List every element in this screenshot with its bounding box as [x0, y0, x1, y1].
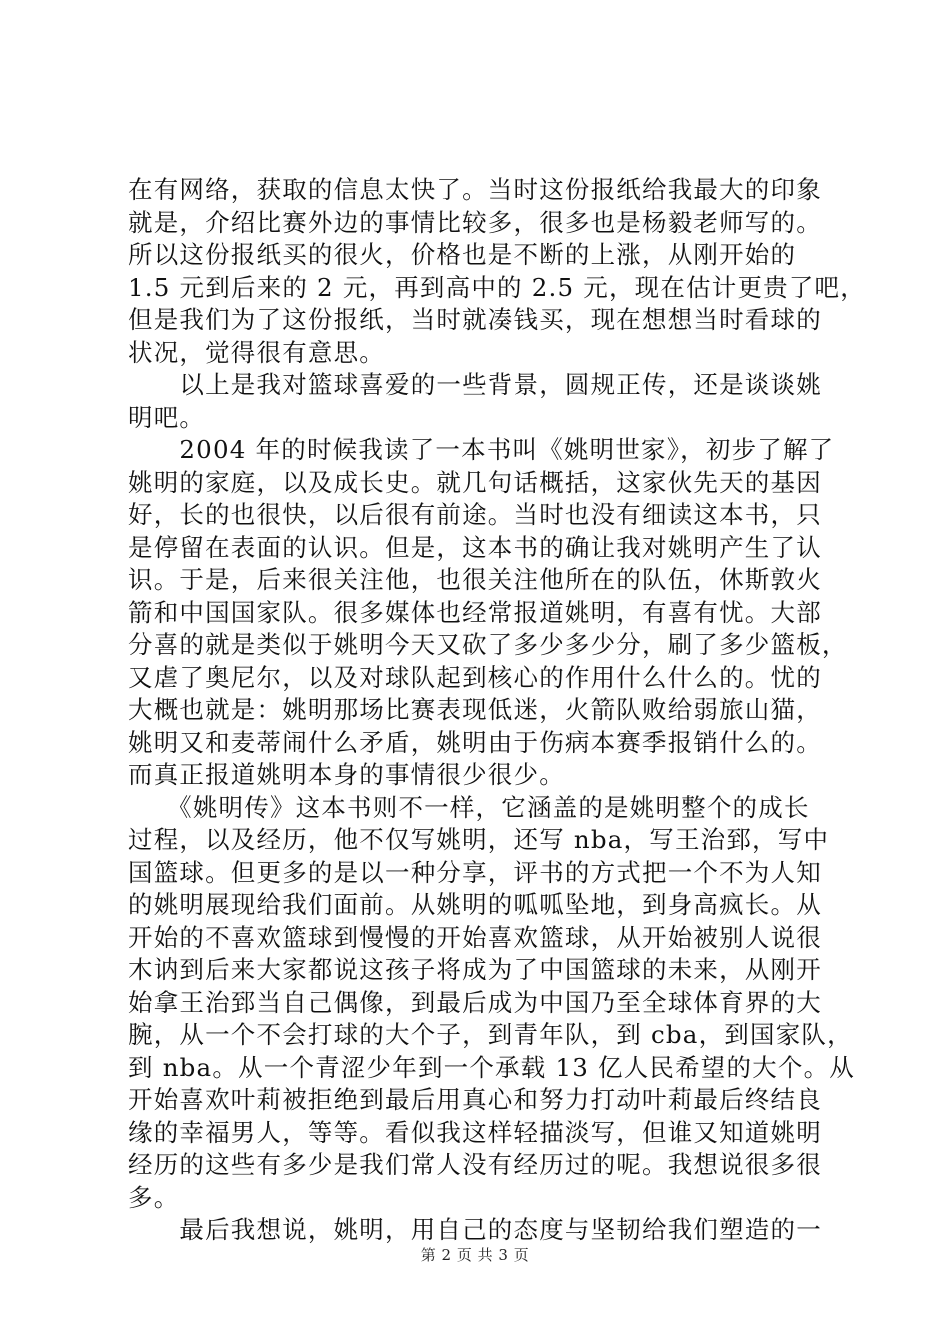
page-number-footer: 第 2 页 共 3 页 — [420, 1246, 530, 1264]
text-line: 箭和中国国家队。很多媒体也经常报道姚明，有喜有忧。大部 — [128, 597, 822, 627]
text-line: 大概也就是：姚明那场比赛表现低迷，火箭队败给弱旅山猫， — [128, 695, 822, 724]
text-line: 的姚明展现给我们面前。从姚明的呱呱坠地，到身高疯长。从 — [128, 890, 822, 919]
text-line: 国篮球。但更多的是以一种分享，评书的方式把一个不为人知 — [128, 857, 822, 887]
text-line: 识。于是，后来很关注他，也很关注他所在的队伍，休斯敦火 — [128, 565, 822, 594]
text-line: 而真正报道姚明本身的事情很少很少。 — [128, 760, 565, 789]
text-line: 就是，介绍比赛外边的事情比较多，很多也是杨毅老师写的。 — [128, 207, 822, 237]
text-line: 缘的幸福男人，等等。看似我这样轻描淡写，但谁又知道姚明 — [128, 1117, 822, 1147]
text-line: 经历的这些有多少是我们常人没有经历过的呢。我想说很多很 — [128, 1150, 822, 1179]
text-line: 又虐了奥尼尔，以及对球队起到核心的作用什么什么的。忧的 — [128, 662, 822, 692]
text-line: 腕，从一个不会打球的大个子，到青年队，到 cba，到国家队， — [128, 1020, 853, 1049]
text-line: 始拿王治郅当自己偶像，到最后成为中国乃至全球体育界的大 — [128, 987, 822, 1017]
text-line: 开始的不喜欢篮球到慢慢的开始喜欢篮球，从开始被别人说很 — [128, 922, 822, 952]
text-line: 过程，以及经历，他不仅写姚明，还写 nba，写王治郅，写中 — [128, 825, 830, 854]
text-line: 开始喜欢叶莉被拒绝到最后用真心和努力打动叶莉最后终结良 — [128, 1085, 822, 1114]
document-body — [128, 174, 866, 1247]
text-line: 以上是我对篮球喜爱的一些背景，圆规正传，还是谈谈姚 — [128, 370, 822, 399]
text-line: 好，长的也很快，以后很有前途。当时也没有细读这本书，只 — [128, 500, 822, 529]
text-line: 是停留在表面的认识。但是，这本书的确让我对姚明产生了认 — [128, 532, 822, 562]
text-line: 姚明的家庭，以及成长史。就几句话概括，这家伙先天的基因 — [128, 467, 822, 497]
text-line: 分喜的就是类似于姚明今天又砍了多少多少分，刷了多少篮板， — [128, 630, 848, 659]
text-line: 最后我想说，姚明，用自己的态度与坚韧给我们塑造的一 — [128, 1215, 822, 1244]
text-line: 多。 — [128, 1182, 180, 1212]
text-line: 到 nba。从一个青涩少年到一个承载 13 亿人民希望的大个。从 — [128, 1052, 856, 1082]
text-line: 但是我们为了这份报纸，当时就凑钱买，现在想想当时看球的 — [128, 305, 822, 334]
text-line: 状况，觉得很有意思。 — [128, 337, 385, 367]
text-line: 明吧。 — [128, 402, 206, 432]
text-line: 姚明又和麦蒂闹什么矛盾，姚明由于伤病本赛季报销什么的。 — [128, 727, 822, 757]
text-line: 2004 年的时候我读了一本书叫《姚明世家》，初步了解了 — [128, 435, 835, 464]
text-line: 《姚明传》这本书则不一样，它涵盖的是姚明整个的成长 — [128, 792, 810, 822]
text-line: 木讷到后来大家都说这孩子将成为了中国篮球的未来，从刚开 — [128, 955, 822, 984]
text-line: 在有网络，获取的信息太快了。当时这份报纸给我最大的印象 — [128, 175, 822, 204]
text-line: 所以这份报纸买的很火，价格也是不断的上涨，从刚开始的 — [128, 240, 797, 269]
text-line: 1.5 元到后来的 2 元，再到高中的 2.5 元，现在估计更贵了吧， — [128, 272, 866, 302]
